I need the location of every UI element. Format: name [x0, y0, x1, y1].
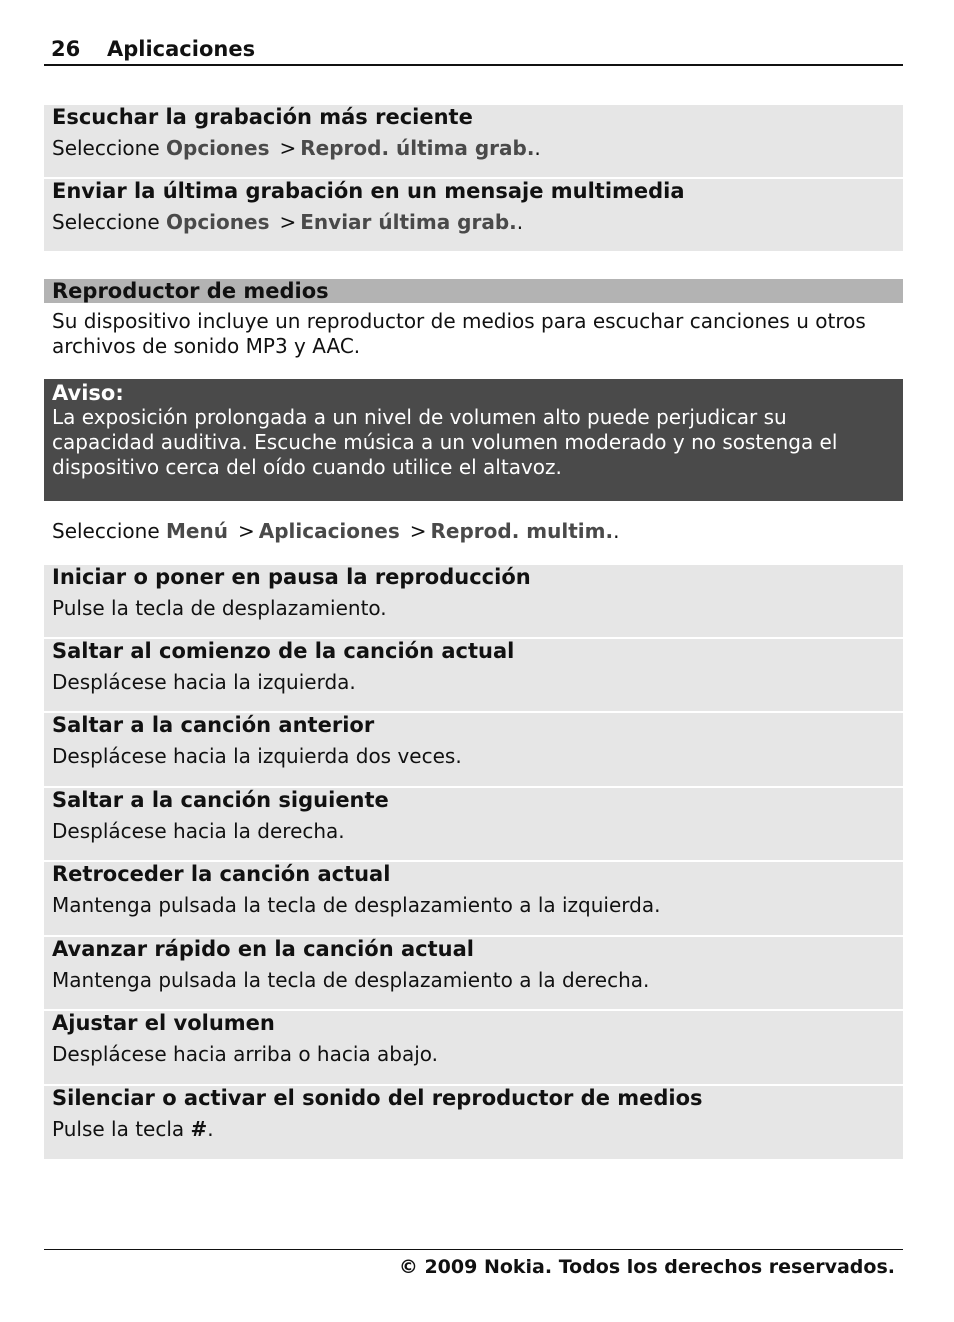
action-next-song [44, 788, 903, 860]
path-separator: > [279, 136, 297, 160]
menu-target: Reprod. multim. [430, 519, 614, 543]
menu-option: Opciones [166, 210, 270, 234]
block-text: Desplácese hacia la derecha. [52, 819, 345, 843]
warning-box [44, 379, 903, 501]
block-title: Enviar la última grabación en un mensaje multimedia [52, 179, 685, 203]
block-title: Retroceder la canción actual [52, 862, 391, 886]
action-previous-song [44, 713, 903, 786]
action-mute [44, 1086, 903, 1159]
recording-block-listen [44, 105, 903, 177]
action-fast-forward [44, 937, 903, 1009]
warning-text: La exposición prolongada a un nivel de volumen alto puede perjudicar su capacidad auditiva. Escuche música a un volumen moderado y no sostenga el dispositivo cerca del oído cuando utilice el altavoz. [52, 405, 838, 479]
block-title: Avanzar rápido en la canción actual [52, 937, 474, 961]
text-suffix: . [613, 519, 620, 543]
block-text: Desplácese hacia arriba o hacia abajo. [52, 1042, 439, 1066]
text-suffix: . [534, 136, 541, 160]
action-volume [44, 1011, 903, 1084]
text-main: Pulse la tecla [52, 1117, 185, 1141]
block-text: Mantenga pulsada la tecla de desplazamiento a la izquierda. [52, 893, 661, 917]
block-title: Escuchar la grabación más reciente [52, 105, 473, 129]
menu-target: Enviar última grab. [300, 210, 517, 234]
hash-key: # [190, 1117, 208, 1141]
warning-title: Aviso: [52, 381, 124, 405]
block-text: Mantenga pulsada la tecla de desplazamiento a la derecha. [52, 968, 650, 992]
section-heading: Reproductor de medios [44, 279, 903, 303]
menu-option: Menú [166, 519, 228, 543]
block-title: Saltar al comienzo de la canción actual [52, 639, 515, 663]
menu-apps: Aplicaciones [258, 519, 400, 543]
block-title: Ajustar el volumen [52, 1011, 275, 1035]
block-text [52, 210, 895, 234]
text-prefix: Seleccione [52, 136, 160, 160]
text-suffix: . [516, 210, 524, 234]
block-text: Pulse la tecla de desplazamiento. [52, 596, 387, 620]
block-title: Saltar a la canción anterior [52, 713, 375, 737]
header-section-title: Aplicaciones [107, 37, 256, 61]
text-suffix: . [207, 1117, 214, 1141]
menu-path [52, 519, 903, 544]
action-rewind [44, 862, 903, 935]
action-restart-song [44, 639, 903, 711]
text-prefix: Seleccione [52, 210, 160, 234]
page-number: 26 [51, 37, 81, 61]
path-separator: > [409, 519, 427, 543]
page-footer [44, 1249, 903, 1282]
block-text [52, 1117, 895, 1141]
copyright-text: © 2009 Nokia. Todos los derechos reservados. [398, 1256, 895, 1278]
block-title: Silenciar o activar el sonido del reproductor de medios [52, 1086, 703, 1110]
path-separator: > [237, 519, 255, 543]
intro-paragraph: Su dispositivo incluye un reproductor de medios para escuchar canciones u otros archivos de sonido MP3 y AAC. [52, 309, 866, 358]
recording-block-send [44, 179, 903, 251]
menu-option: Opciones [166, 136, 270, 160]
path-separator: > [279, 210, 297, 234]
text-prefix: Seleccione [52, 519, 160, 543]
page-header [44, 34, 903, 66]
block-title: Saltar a la canción siguiente [52, 788, 389, 812]
action-play-pause [44, 565, 903, 637]
block-title: Iniciar o poner en pausa la reproducción [52, 565, 531, 589]
block-text: Desplácese hacia la izquierda. [52, 670, 356, 694]
block-text [52, 136, 895, 160]
menu-target: Reprod. última grab. [300, 136, 535, 160]
block-text: Desplácese hacia la izquierda dos veces. [52, 744, 462, 768]
